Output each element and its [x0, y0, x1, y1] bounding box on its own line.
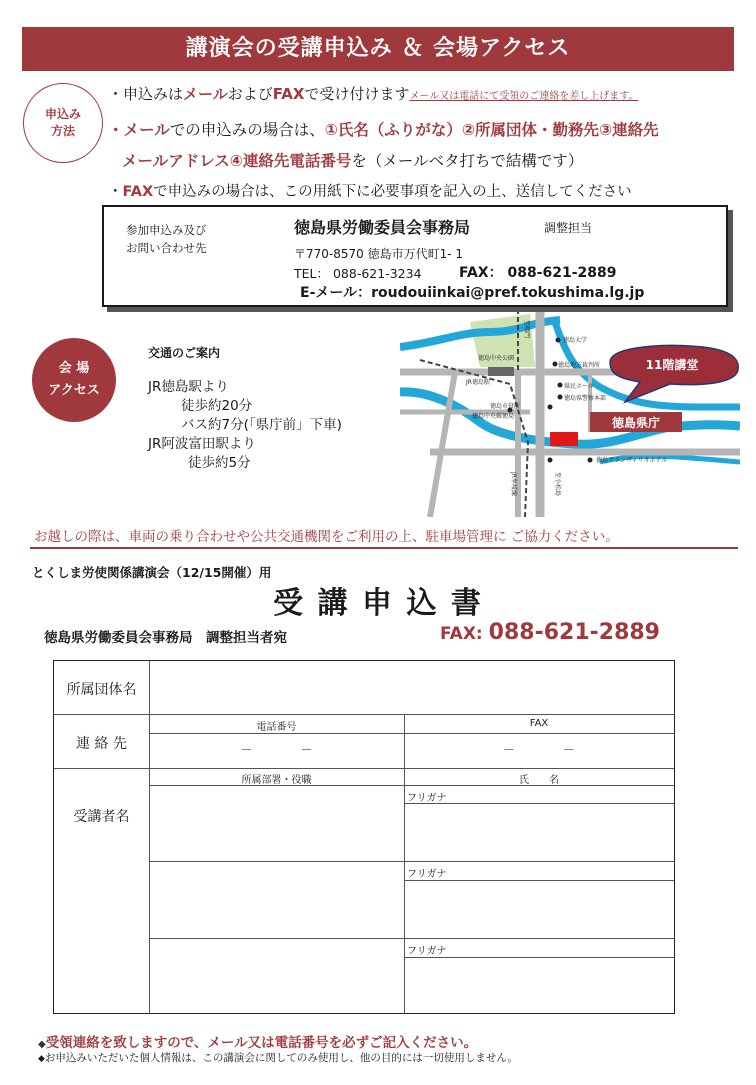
contact-label: 連 絡 先 [76, 736, 127, 752]
contact-label-line2: お問い合わせ先 [126, 241, 207, 255]
dept-input-3[interactable] [151, 940, 403, 1012]
fax-header: FAX [529, 718, 549, 729]
name-input-3[interactable] [406, 959, 672, 1012]
required-items: メールアドレス④連絡先電話番号 [122, 152, 352, 170]
fax-number: 088-621-2889 [488, 620, 660, 645]
row-line [54, 768, 674, 769]
name-header: 氏 名 [519, 775, 559, 786]
fax-label: FAX: [440, 624, 489, 644]
attendee-label: 受講者名 [73, 809, 130, 825]
row-line [404, 957, 674, 958]
form-title: 受 講 申 込 書 [273, 586, 483, 621]
mail-keyword: メール [123, 121, 170, 139]
contact-box [102, 205, 728, 307]
map-label-kenmin: 県民ホール [564, 383, 594, 390]
row-line [149, 733, 674, 734]
text: で受け付けます [304, 85, 410, 103]
callout-text: 11階講堂 [645, 358, 699, 372]
phone-dash: － － [240, 743, 313, 757]
apply-line-4 [108, 180, 632, 201]
page-title: 講演会の受講申込み ＆ 会場アクセス [22, 27, 734, 71]
map-label-station: JR徳島駅 [466, 379, 490, 386]
contact-org: 徳島県労働委員会事務局 [294, 218, 471, 237]
access-badge-line2: アクセス [48, 383, 100, 398]
access-badge-line1: 会 場 [58, 361, 90, 376]
footer-note-2 [38, 1050, 518, 1065]
fax-keyword: FAX [122, 184, 154, 200]
row-line [149, 938, 674, 939]
apply-line-1 [108, 83, 638, 104]
furigana-label: フリガナ [407, 946, 447, 957]
contact-label-line1: 参加申込み及び [126, 223, 207, 237]
contact-address: 〒770-8570 徳島市万代町1- 1 [294, 247, 464, 261]
form-recipient: 徳島県労働委員会事務局 調整担当者宛 [44, 630, 287, 646]
map-label-park: 徳島中央公園 [478, 355, 515, 362]
dept-input-2[interactable] [151, 863, 403, 937]
access-title: 交通のご案内 [148, 346, 221, 360]
apply-line-2 [108, 118, 659, 140]
footer-note-1 [38, 1031, 477, 1051]
office-label: 徳島県庁 [611, 416, 661, 430]
map-label-route-south: 至小松島 [554, 472, 561, 497]
row-line [54, 714, 674, 715]
map-label-hotel: 徳島グランヴィリオホテル [596, 457, 668, 464]
contact-tel: TEL： 088-621-3234 [294, 266, 422, 281]
apply-badge-line2: 方法 [50, 124, 75, 138]
access-directions [148, 378, 342, 473]
station-icon [488, 367, 514, 376]
map-label-route-north: 至鳴門 [523, 320, 530, 339]
parking-notice: お越しの際は、車両の乗り合わせや公共交通機関をご利用の上、駐車場管理に ご協力ください。 [34, 529, 619, 545]
row-line [149, 861, 674, 862]
fax-keyword: FAX [272, 85, 305, 103]
required-items: ①氏名（ふりがな）②所属団体・勤務先③連絡先 [324, 121, 659, 139]
map-label-univ: 徳島大学 [563, 337, 588, 344]
org-label: 所属団体名 [66, 682, 137, 698]
name-input-1[interactable] [406, 805, 672, 860]
name-input-2[interactable] [406, 882, 672, 937]
furigana-label: フリガナ [407, 793, 447, 804]
application-form [53, 660, 675, 1014]
apply-method-badge [23, 83, 103, 163]
map-label-police: 徳島県警察本部 [564, 395, 607, 402]
row-line [404, 880, 674, 881]
apply-line-3 [122, 149, 583, 171]
text: および [227, 85, 273, 103]
text: での申込みの場合は、 [169, 121, 325, 139]
direction-line: 徒歩約5分 [188, 455, 251, 471]
contact-email[interactable]: E-メール：roudouiinkai@pref.tokushima.lg.jp [300, 285, 645, 301]
fax-dash: － － [502, 743, 575, 757]
text: ・ [108, 121, 124, 139]
text: で申込みの場合は、この用紙下に必要事項を記入の上、送信してください [153, 184, 632, 200]
map-label-post: 徳島中央郵便局 [472, 413, 515, 420]
direction-line: JR徳島駅より [148, 379, 229, 395]
direction-line: JR阿波富田駅より [148, 436, 256, 452]
event-name: とくしま労使関係講演会（12/15開催）用 [32, 565, 272, 580]
col-line [149, 661, 150, 1013]
direction-line: バス約7分(「県庁前」下車) [181, 417, 342, 433]
divider [30, 547, 738, 549]
phone-header: 電話番号 [256, 722, 297, 733]
map-label-city-hall: 徳島市役所 [490, 403, 521, 410]
contact-label [126, 221, 207, 257]
access-badge [32, 338, 116, 422]
apply-badge-line1: 申込み [44, 107, 81, 121]
footer-note-1-text: 受領連絡を致しますので、メール又は電話番号を必ずご記入ください。 [45, 1035, 478, 1051]
fax-input[interactable] [406, 735, 672, 767]
contact-fax: FAX： 088-621-2889 [459, 265, 617, 281]
access-map [400, 312, 740, 517]
direction-line: 徒歩約20分 [181, 398, 253, 414]
map-label-rail: JR牟岐線 [510, 472, 517, 496]
col-line [404, 714, 405, 1013]
dept-header: 所属部署・役職 [241, 775, 312, 786]
dept-input-1[interactable] [151, 787, 403, 860]
diamond-icon: ◆ [38, 1039, 46, 1050]
text: ・申込みは [108, 85, 184, 103]
text: ・ [108, 184, 123, 200]
form-fax [440, 620, 660, 645]
text: を（メールベタ打ちで結構です） [351, 152, 584, 170]
contact-dept: 調整担当 [544, 221, 593, 235]
mail-keyword: メール [183, 85, 228, 103]
map-label-court: 徳島地方裁判所 [558, 362, 601, 369]
diamond-icon: ◆ [38, 1054, 45, 1064]
footer-note-2-text: お申込みいただいた個人情報は、この講演会に関してのみ使用し、他の目的には一切使用しません。 [44, 1052, 519, 1064]
receipt-note: メール又は電話にて受領のご連絡を差し上げます。 [409, 91, 639, 102]
phone-input[interactable] [151, 735, 403, 767]
furigana-label: フリガナ [407, 869, 447, 880]
org-input[interactable] [151, 663, 672, 713]
prefectural-office-icon [550, 432, 578, 446]
